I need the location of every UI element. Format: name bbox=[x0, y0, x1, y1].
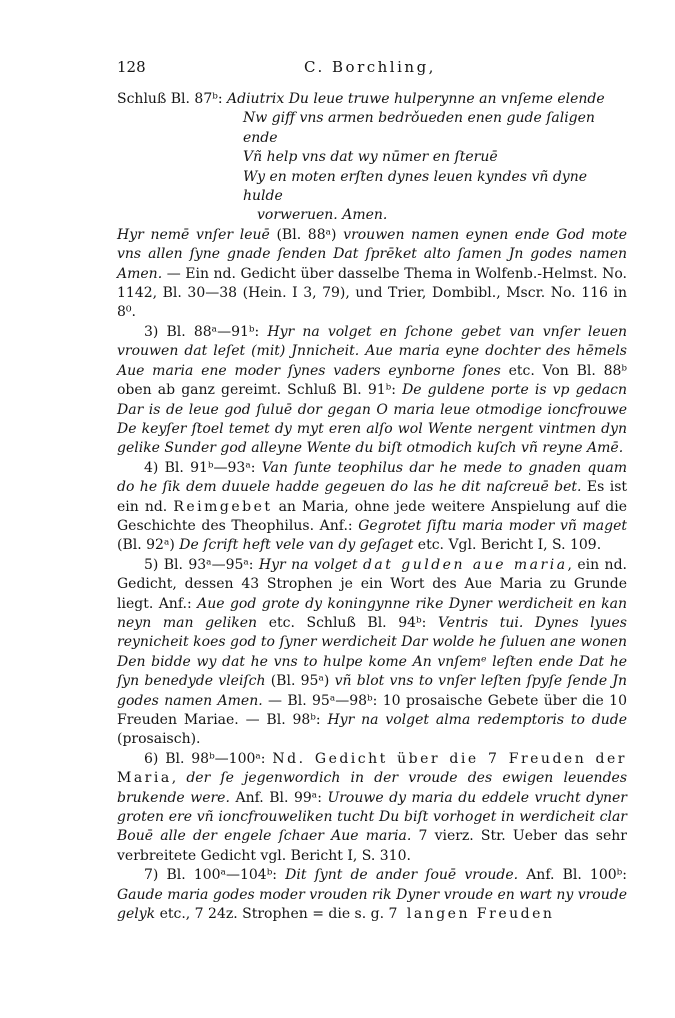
text-span: etc. Von Bl. 88ᵇ oben ab ganz gereimt. Schluß Bl. 91ᵇ: bbox=[117, 362, 627, 399]
text-span: Ventris tui. Dynes lyues reynicheit koes god to ſyner werdicheit Dar wolde he ſuluen ane wonen Den bidde wy dat he vns to hulpe kome An vnſemᵉ leſten ende Dat he ſyn benedyde vleiſch bbox=[117, 614, 627, 690]
text-span: 6) Bl. 98ᵇ—100ᵃ: bbox=[144, 750, 273, 767]
text-span: der ſe jegenwordich in der vroude des ewigen leuendes brukende were. bbox=[117, 770, 628, 806]
text-span: (Bl. 95ᵃ) bbox=[265, 673, 335, 690]
body-text bbox=[117, 90, 627, 924]
text-span: 5) Bl. 93ᵃ—95ᵃ: bbox=[144, 556, 259, 573]
text-span: etc., 7 24z. Strophen = die s. g. bbox=[155, 906, 389, 923]
text-span: 7 vierz. Str. Ueber das sehr verbreitete Gedicht vgl. Bericht I, S. 310. bbox=[117, 828, 627, 864]
text-span: 3) Bl. 88ᵃ—91ᵇ: bbox=[144, 323, 268, 340]
text-span: (Bl. 92ᵃ) bbox=[117, 537, 180, 554]
verse-line: Nw giff vns armen bedrǒueden enen gude ſaligen ende bbox=[243, 110, 595, 146]
text-span: De guldene porte is vp gedacn Dar is de leue god ſuluē dor gegan O maria leue otmodige ioncfrouwe De keyſer ſtoel temet dy myt eren alſo wol Wente nergent vintmen dyn gelike Sunder god alleyne Wente du biſt otmodich kuſch vñ reyne Amē. bbox=[117, 382, 627, 457]
paragraph-item-3 bbox=[117, 323, 627, 459]
text-span: Es ist ein nd. bbox=[117, 479, 627, 515]
verse-line: Vñ help vns dat wy nūmer en ſteruē bbox=[243, 149, 498, 166]
text-span: Hyr na volget bbox=[258, 556, 363, 573]
verse-line: vorweruen. Amen. bbox=[257, 207, 388, 224]
page-header bbox=[115, 58, 625, 80]
text-span: 7) Bl. 100ᵃ—104ᵇ: bbox=[144, 867, 286, 884]
verse-lead: Schluß Bl. 87ᵇ: bbox=[117, 91, 227, 107]
text-span: Gaude maria godes moder vrouden rik Dyner vroude en wart ny vroude gelyk bbox=[117, 886, 627, 923]
text-span: an Maria, ohne jede weitere Anspielung auf die Geschichte des Theophilus. Anf.: bbox=[117, 498, 628, 534]
spaced-term: Reimgebet bbox=[173, 498, 273, 515]
text-span: vrouwen namen eynen ende God mote vns allen ſyne gnade ſenden Dat ſprēket alto ſamen Jn godes namen Amen. bbox=[117, 226, 627, 282]
verse-text: Adiutrix Du leue truwe hulperynne an vnſeme elende bbox=[227, 91, 605, 107]
text-span: Dit ſynt de ander ſouē vroude. bbox=[285, 867, 519, 884]
text-span: , bbox=[171, 770, 187, 787]
paragraph-closing-verse bbox=[117, 226, 627, 323]
paragraph-item-7 bbox=[117, 866, 627, 924]
verse-line: Wy en moten erſten dynes leuen kyndes vñ dyne hulde bbox=[243, 168, 587, 205]
text-span: vñ blot vns to vnſer leſten ſpyſe ſende Jn godes namen Amen. bbox=[117, 673, 627, 709]
text-span: (prosaisch). bbox=[117, 731, 201, 748]
spaced-term: Nd. Gedicht über die 7 Freuden der Maria bbox=[117, 750, 627, 787]
text-span: Anf. Bl. 99ᵃ: bbox=[229, 789, 328, 806]
paragraph-item-4 bbox=[117, 459, 627, 556]
text-span: etc. Schluß Bl. 94ᵇ: bbox=[257, 614, 438, 631]
text-span: De ſcrift heft vele van dy geſaget bbox=[179, 537, 414, 554]
text-span: , ein nd. Gedicht, dessen 43 Strophen je ein Wort des Aue Maria zu Grunde liegt. Anf.: bbox=[117, 556, 627, 612]
text-span: — Bl. 95ᵃ—98ᵇ: 10 prosaische Gebete über die 10 Freuden Mariae. — Bl. 98ᵇ: bbox=[117, 692, 628, 728]
verse-quotation bbox=[117, 90, 627, 226]
verse-line bbox=[117, 90, 627, 109]
spaced-term: dat gulden aue maria bbox=[362, 556, 568, 573]
text-span: etc. Vgl. Bericht I, S. 109. bbox=[413, 537, 602, 554]
paragraph-item-5 bbox=[117, 556, 627, 750]
text-span: Hyr na volget alma redemptoris to dude bbox=[327, 712, 627, 728]
paragraph-item-6 bbox=[117, 750, 627, 866]
text-span: Van ſunte teophilus dar he mede to gnaden quam do he ſik dem duuele hadde gegeuen do las he dit naſcreuē bet. bbox=[117, 459, 628, 496]
text-span: 4) Bl. 91ᵇ—93ᵃ: bbox=[144, 459, 262, 476]
text-span: Aue god grote dy koningynne rike Dyner werdicheit en kan neyn man geliken bbox=[117, 595, 628, 631]
text-span: Hyr nemē vnſer leuē bbox=[117, 226, 270, 243]
text-span: — Ein nd. Gedicht über dasselbe Thema in Wolfenb.-Helmst. No. 1142, Bl. 30—38 (Hein. I 3, 79), und Trier, Dombibl., Mscr. No. 116 in 8⁰. bbox=[117, 265, 627, 321]
text-span: Urouwe dy maria du eddele vrucht dyner groten ere vñ ioncfrouweliken tucht Du biſt vorhoget in werdicheit clar Bouē alle der engele ſchaer Aue maria. bbox=[117, 789, 627, 845]
spaced-term: 7 langen Freuden bbox=[388, 906, 555, 923]
text-span: Gegrotet ſiſtu maria moder vñ maget bbox=[358, 517, 627, 534]
running-head: C. Borchling, bbox=[304, 58, 436, 76]
text-span: Hyr na volget en ſchone gebet van vnſer leuen vrouwen dat leſet (mit) Jnnicheit. Aue maria eyne dochter des hēmels Aue maria ene moder ſynes vaders eynborne ſones bbox=[117, 323, 628, 379]
text-span: (Bl. 88ᵃ) bbox=[269, 226, 344, 243]
text-span: Anf. Bl. 100ᵇ: bbox=[518, 867, 627, 884]
page-number: 128 bbox=[117, 58, 146, 76]
